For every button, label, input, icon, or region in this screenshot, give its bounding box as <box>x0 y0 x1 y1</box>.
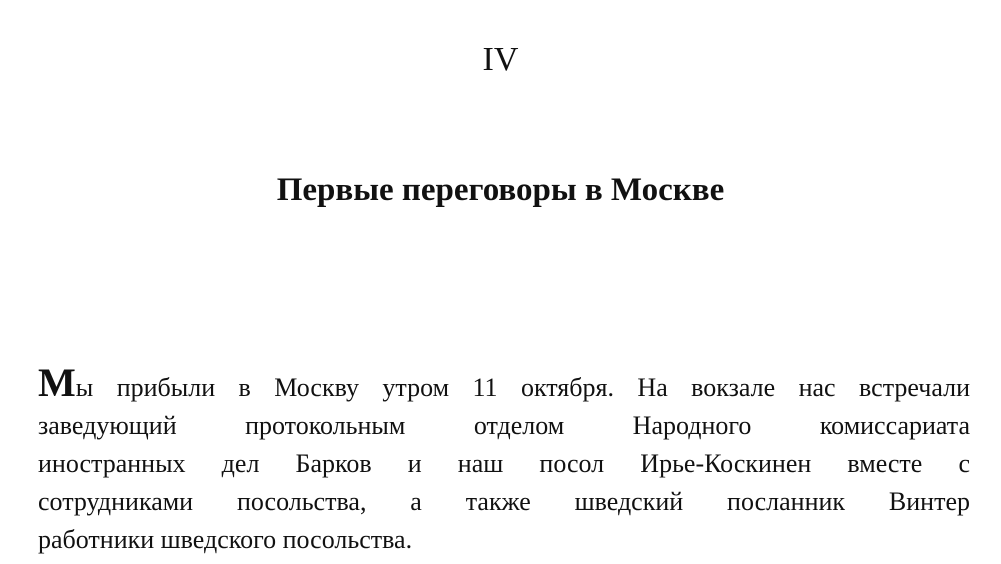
paragraph-line: сотрудниками посольства, а также шведский посланник Винтер <box>38 487 970 516</box>
paragraph-line: иностранных дел Барков и наш посол Ирье-Коскинен вместе с <box>38 449 970 478</box>
body-paragraph <box>38 360 970 559</box>
paragraph-line: заведующий протокольным отделом Народного комиссариата <box>38 411 970 440</box>
chapter-number: IV <box>482 41 519 78</box>
paragraph-line: работники шведского посольства. <box>38 525 413 554</box>
paragraph-line <box>38 360 970 407</box>
chapter-title: Первые переговоры в Москве <box>276 172 725 208</box>
paragraph-line-text: ы прибыли в Москву утром 11 октября. На вокзале нас встречали <box>75 373 970 402</box>
drop-initial: М <box>38 360 76 405</box>
